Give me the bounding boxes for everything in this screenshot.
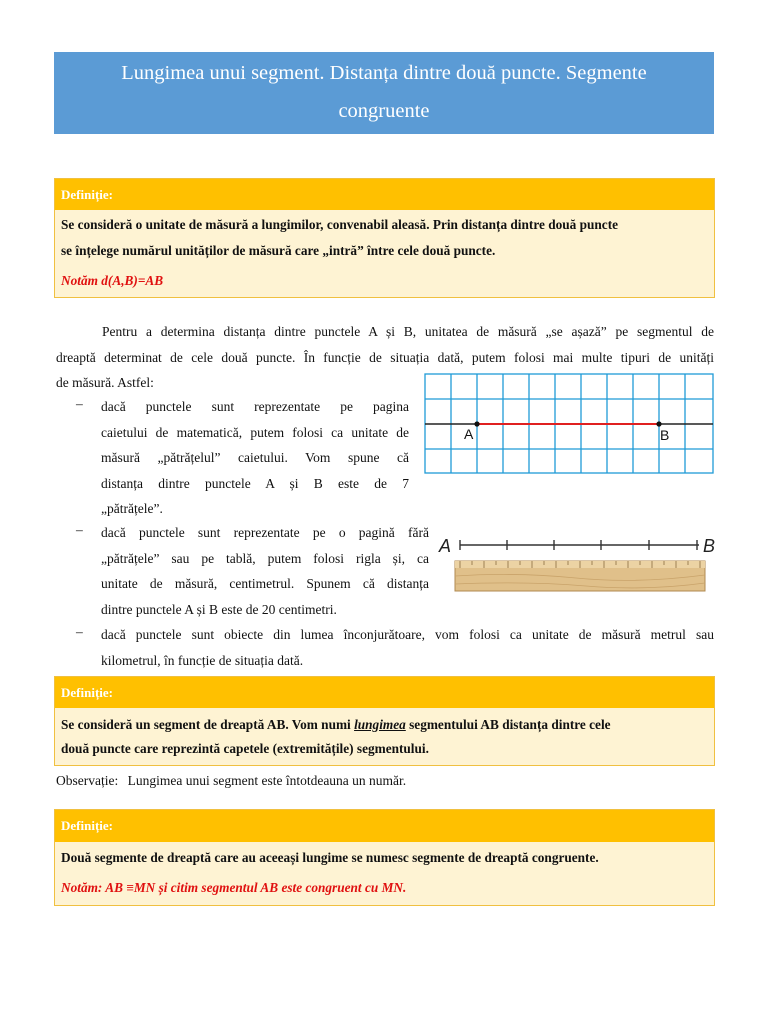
intro-line-1: Pentru a determina distanța dintre punctele A și B, unitatea de măsură „se așază” pe segmentul de [102,324,714,339]
definition-body-3 [55,842,714,902]
bullet-1-line-5: „pătrățele”. [101,501,163,516]
grid-figure [424,373,716,475]
page-title [54,52,714,134]
title-line-2: congruente [338,100,430,122]
intro-line-2: dreaptă determinat de cele două puncte. În funcție de situația dată, putem folosi mai multe tipuri de unități [56,349,714,365]
definition-3-line-1: Două segmente de dreaptă care au aceeași lungime se numesc segmente de dreaptă congruente. [61,850,599,865]
observation-label: Observație: [56,773,119,788]
observation [56,772,406,790]
definition-body-2 [55,708,714,761]
bullet-3-line-2: kilometrul, în funcție de situația dată. [101,652,304,668]
bullet-1 [101,394,409,522]
bullet-2-line-4: dintre punctele A și B este de 20 centimetri. [101,601,337,617]
definition-header-1: Definiție: [55,179,714,210]
grid-label-b: B [660,427,670,443]
definition-1-notation: Notăm d(A,B)=AB [61,273,164,288]
definition-box-1 [54,178,715,298]
bullet-3-line-1: dacă punctele sunt obiecte din lumea înconjurătoare, vom folosi ca unitate de măsură metrul sau [101,627,714,642]
definition-box-2 [54,676,715,766]
bullet-1-line-1: dacă punctele sunt reprezentate pe pagina [101,399,409,414]
ruler-label-a: A [439,536,452,556]
bullet-1-line-4: distanța dintre punctele A și B este de 7 [101,475,409,491]
ruler-figure [436,532,718,598]
definition-2-pre: Se consideră un segment de dreaptă AB. Vom numi [61,717,355,732]
bullet-3 [101,622,714,673]
definition-2-line-1 [61,713,708,737]
bullet-dash-3: – [76,624,83,639]
definition-header-3: Definiție: [55,810,714,842]
grid-label-a: A [464,426,474,442]
bullet-dash-1: – [76,396,83,411]
bullet-2 [101,520,429,622]
definition-2-line-2: două puncte care reprezintă capetele (extremitățile) segmentului. [61,741,429,756]
definition-3-notation: Notăm: AB ≡MN și citim segmentul AB este congruent cu MN. [61,880,407,895]
definition-header-2: Definiție: [55,677,714,708]
definition-2-term: lungimea [354,717,406,732]
definition-1-line-1: Se consideră o unitate de măsură a lungimilor, convenabil aleasă. Prin distanța dintre două puncte [61,217,619,232]
definition-1-line-2: se înțelege numărul unităților de măsură care „intră” între cele două puncte. [61,243,496,258]
definition-body-1 [55,210,714,294]
bullet-dash-2: – [76,522,83,537]
bullet-2-line-2: „pătrățele” sau pe tablă, putem folosi rigla și, ca [101,550,429,566]
observation-text: Lungimea unui segment este întotdeauna un număr. [127,773,407,788]
bullet-2-line-1: dacă punctele sunt reprezentate pe o pagină fără [101,525,429,540]
ruler-label-b: B [703,536,716,556]
intro-line-3: de măsură. Astfel: [56,375,154,390]
bullet-1-line-2: caietului de matematică, putem folosi ca unitate de [101,424,409,440]
definition-2-post: segmentului AB distanța dintre cele [405,717,611,732]
bullet-2-line-3: unitate de măsură, centimetrul. Spunem că distanța [101,576,429,591]
bullet-1-line-3: măsură „pătrățelul” caietului. Vom spune că [101,450,409,465]
definition-box-3 [54,809,715,906]
title-line-1: Lungimea unui segment. Distanța dintre două puncte. Segmente [121,62,647,84]
